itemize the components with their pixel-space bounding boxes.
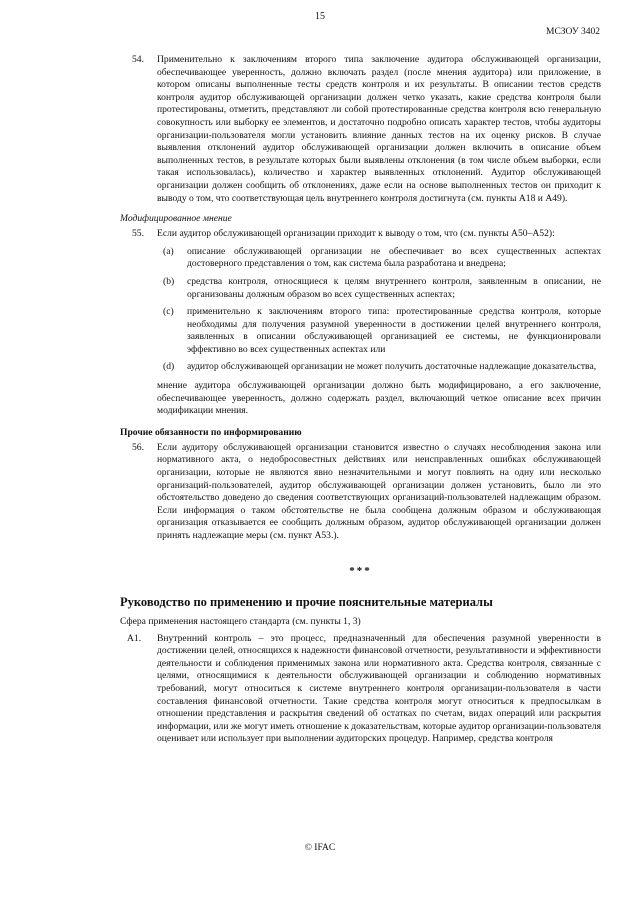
page-content — [120, 54, 601, 746]
document-code: МСЗОУ 3402 — [546, 27, 600, 37]
list-item-text: применительно к заключениям второго типа: протестированные средства контроля, которые необходимы для получения разумной уверенности в достижении целей внутреннего контроля, заявленных в описании обслуживающей организацией ее системы, не функционировали эффективно во всех существенных аспектах или — [187, 306, 601, 355]
paragraph-number: A1. — [127, 632, 142, 644]
list-item-label: (d) — [163, 361, 175, 373]
paragraph-a1 — [120, 633, 601, 746]
list-item-c — [163, 306, 601, 356]
list-item-label: (b) — [163, 275, 175, 287]
section-title: Руководство по применению и прочие пояснительные материалы — [120, 594, 493, 609]
paragraph-text: Внутренний контроль – это процесс, предназначенный для обеспечения разумной уверенности в достижении целей, относящихся к надежности финансовой отчетности, результативности и эффективности деятельности и соблюдения применимых закона или нормативного акта. Средства контроля, связанные с целями, относящимися к деятельности обслуживающей организации и соблюдению нормативных требований, могут относиться к системе внутреннего контроля организации-пользователя в части составления финансовой отчетности. Такие средства контроля могут относиться к предпосылкам в отношении представления и раскрытия сведений об остатках по счетам, видах операций или раскрытия информации, или же могут иметь отношение к доказательствам, которые аудитор организации-пользователя оценивает или использует при выполнении аудиторских процедур. Например, средства контроля — [157, 632, 601, 745]
list-item-label: (a) — [163, 245, 174, 257]
paragraph-text: Применительно к заключениям второго типа заключение аудитора обслуживающей организации, обеспечивающее уверенность, должно включать раздел (после мнения аудитора) или приложение, в котором описаны выполненные тесты средств контроля и их результаты. В описании тестов средств контроля аудитор обслуживающей организации должен четко указать, какие средства контроля были протестированы, отметить, представляют ли собой протестированные средства контроля всю генеральную совокупность или выборку ее элементов, и достаточно подробно описать характер тестов, чтобы аудиторы организации-пользователя могли установить влияние данных тестов на их оценку рисков. В случае выявления отклонений аудитор обслуживающей организации должен включить в описание объем выполненных тестов, в результате которых были выявлены отклонения (в том числе объем выборки, если такая использовалась), количество и характер выявленных отклонений. Аудитор обслуживающей организации должен сообщить об отклонениях, даже если на основе выполненных тестов он приходит к выводу о том, что соответствующая цель внутреннего контроля достигнута (см. пункты A18 и A49). — [157, 54, 601, 204]
list-item-d — [163, 361, 601, 374]
paragraph-54 — [120, 54, 601, 205]
paragraph-text: Если аудитор обслуживающей организации приходит к выводу о том, что (см. пункты A50–A52): — [157, 228, 555, 240]
subheading-other-reporting: Прочие обязанности по информированию — [120, 426, 302, 438]
scope-subheading: Сфера применения настоящего стандарта (см. пункты 1, 3) — [120, 615, 361, 627]
list-item-a — [163, 246, 601, 271]
paragraph-text: Если аудитору обслуживающей организации становится известно о случаях несоблюдения закона или нормативного акта, о недобросовестных действиях или неисправленных ошибках обслуживающей организации, которые не являются явно незначительными и могут повлиять на одну или несколько организаций-пользователей, аудитор обслуживающей организации должен установить, было ли это обстоятельство доведено до сведения соответствующих организаций-пользователей надлежащим образом. Если информация о таком обстоятельстве не была сообщена должным образом и обслуживающая организация отказывается ее сообщить должным образом, аудитор обслуживающей организации должен принять надлежащие меры (см. пункт A53.). — [157, 441, 601, 541]
list-item-label: (c) — [163, 306, 174, 318]
list-item-b — [163, 276, 601, 301]
section-separator: *** — [349, 564, 372, 577]
paragraph-number: 56. — [132, 441, 144, 453]
list-item-text: описание обслуживающей организации не обеспечивает во всех существенных аспектах достоверного представления о том, как система была разработана и внедрена; — [187, 245, 601, 270]
subheading-modified-opinion: Модифицированное мнение — [120, 213, 232, 225]
list-item-text: средства контроля, относящиеся к целям внутреннего контроля, заявленным в описании, не организованы должным образом во всех существенных аспектах; — [187, 275, 601, 300]
paragraph-number: 54. — [132, 54, 144, 65]
page-footer: © IFAC — [304, 843, 336, 853]
paragraph-number: 55. — [132, 228, 144, 240]
paragraph-55 — [120, 228, 601, 241]
page-number: 15 — [315, 11, 325, 22]
list-item-text: аудитор обслуживающей организации не может получить достаточные надлежащие доказательства, — [187, 361, 597, 373]
paragraph-55-conclusion: мнение аудитора обслуживающей организации должно быть модифицировано, а его заключение, обеспечивающее уверенность, должно содержать раздел, включающий четкое описание всех причин модификации мнения. — [157, 380, 601, 417]
paragraph-56 — [120, 442, 601, 543]
